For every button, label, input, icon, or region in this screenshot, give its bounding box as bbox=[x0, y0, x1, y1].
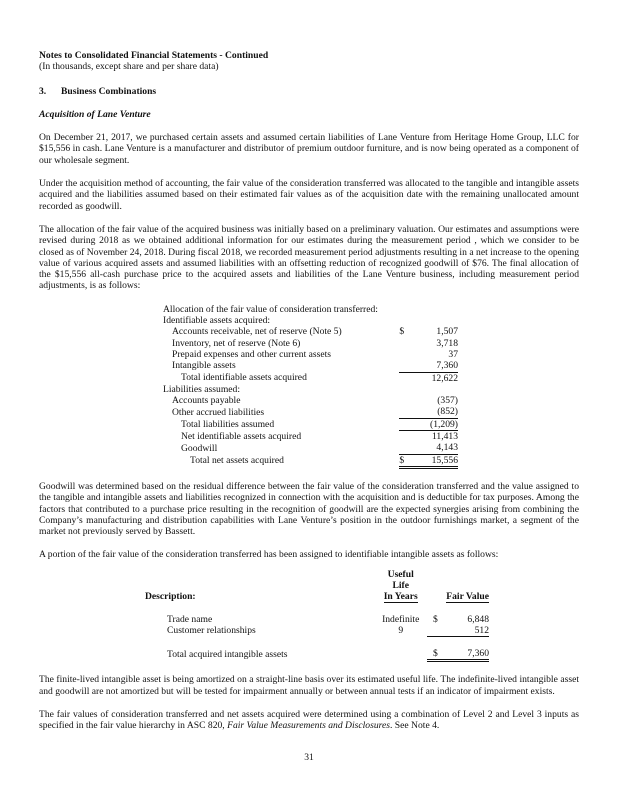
table-row: Intangible assets 7,360 bbox=[172, 360, 458, 372]
paragraph-fair-value-levels: The fair values of consideration transferred and net assets acquired were determined using a combination of Level 2 and Level 3 inputs as specified in the fair value hierarchy in ASC 820, Fair Value Measurements and Disclosures. See Note 4. bbox=[39, 709, 579, 732]
table-row: Trade name Indefinite $ 6,848 bbox=[167, 613, 489, 625]
table-row: Inventory, net of reserve (Note 6) 3,718 bbox=[172, 337, 458, 349]
paragraph-amortization: The finite-lived intangible asset is being amortized on a straight-line basis over its estimated useful life. The indefinite-lived intangible asset and goodwill are not amortized but will be tested for impairment annually or between annual tests if an indicator of impairment exists. bbox=[39, 674, 579, 697]
page-number: 31 bbox=[304, 752, 314, 763]
paragraph-acquisition-method: Under the acquisition method of accounting, the fair value of the consideration transferred was allocated to the tangible and intangible assets acquired and the liabilities assumed based on their estimated fair values as of the acquisition date with the remaining unallocated amount recorded as goodwill. bbox=[39, 178, 579, 212]
section-heading bbox=[39, 86, 579, 97]
table-row: Other accrued liabilities (852) bbox=[172, 406, 458, 418]
section-title: Business Combinations bbox=[61, 85, 157, 97]
table-header-row bbox=[145, 569, 489, 603]
table-row: Accounts receivable, net of reserve (Note 5) $ 1,507 bbox=[172, 326, 458, 338]
paragraph-goodwill: Goodwill was determined based on the residual difference between the fair value of the consideration transferred and the value assigned to the tangible and intangible assets and liabilities recognized in connection with the acquisition and is deductible for tax purposes. Among the factors that contributed to a purchase price resulting in the recognition of goodwill are the expected synergies arising from combining the Company’s manufacturing and distribution capabilities with Lane Venture’s position in the outdoor furnishings market, a segment of the market not previously served by Bassett. bbox=[39, 480, 579, 538]
notes-header-subtitle: (In thousands, except share and per share data) bbox=[39, 61, 219, 73]
table-row: Customer relationships 9 512 bbox=[167, 624, 489, 637]
intangibles-table bbox=[145, 569, 489, 663]
table-row: Accounts payable (357) bbox=[172, 395, 458, 407]
table-row: Total identifiable assets acquired 12,622 bbox=[181, 372, 458, 384]
document-page bbox=[39, 50, 579, 732]
table-row: Liabilities assumed: bbox=[163, 383, 241, 395]
section-number: 3. bbox=[39, 85, 47, 97]
table-row: Total liabilities assumed (1,209) bbox=[181, 418, 458, 430]
table-row: Goodwill 4,143 bbox=[181, 442, 458, 454]
column-header-useful-life: Useful Life In Years bbox=[383, 568, 418, 603]
column-header-description: Description: bbox=[145, 591, 196, 603]
table-row: Identifiable assets acquired: bbox=[163, 315, 271, 327]
table-row: Allocation of the fair value of consideration transferred: bbox=[163, 303, 378, 315]
column-header-fair-value: Fair Value bbox=[446, 591, 489, 603]
paragraph-intangibles-intro: A portion of the fair value of the consideration transferred has been assigned to identifiable intangible assets as follows: bbox=[39, 549, 499, 561]
table-row-total: Total net assets acquired $ 15,556 bbox=[190, 454, 458, 467]
table-row: Prepaid expenses and other current assets 37 bbox=[172, 348, 458, 360]
allocation-table bbox=[163, 304, 458, 469]
table-row-total: Total acquired intangible assets $ 7,360 bbox=[167, 648, 489, 660]
subsection-title: Acquisition of Lane Venture bbox=[39, 108, 151, 120]
table-row: Net identifiable assets acquired 11,413 bbox=[181, 430, 458, 443]
paragraph-acquisition: On December 21, 2017, we purchased certain assets and assumed certain liabilities of Lane Venture from Heritage Home Group, LLC for $15,556 in cash. Lane Venture is a manufacturer and distributor of premium outdoor furniture, and is now being operated as a component of our wholesale segment. bbox=[39, 132, 579, 166]
notes-header-title: Notes to Consolidated Financial Statements - Continued bbox=[39, 50, 269, 61]
paragraph-allocation: The allocation of the fair value of the acquired business was initially based on a preliminary valuation. Our estimates and assumptions were revised during 2018 as we obtained additional information for our estimates during the measurement period , which we consider to be closed as of November 24, 2018. During fiscal 2018, we recorded measurement period adjustments resulting in a net increase to the opening value of various acquired assets and assumed liabilities with an offsetting reduction of recognized goodwill of $76. The final allocation of the $15,556 all-cash purchase price to the acquired assets and liabilities of the Lane Venture business, including measurement period adjustments, is as follows: bbox=[39, 223, 579, 292]
